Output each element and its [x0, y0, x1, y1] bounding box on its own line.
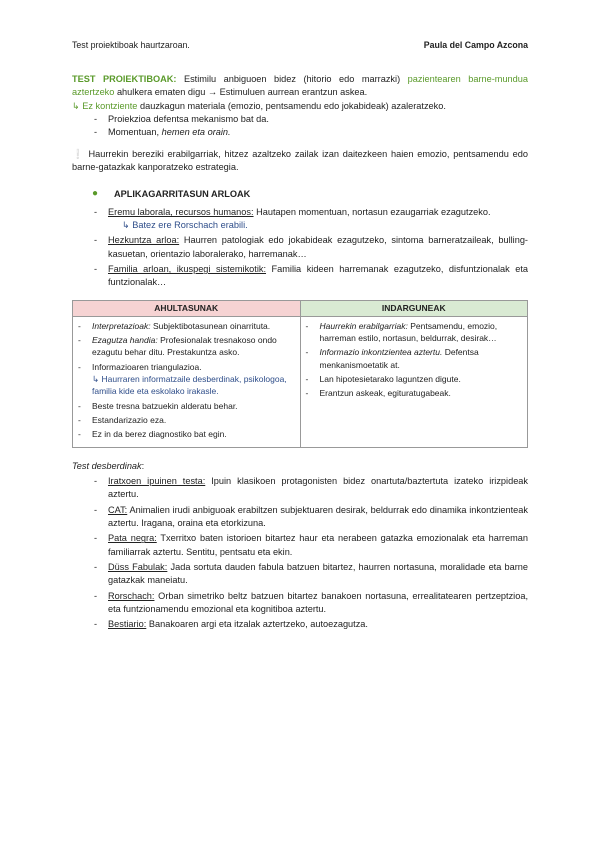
test-text: Jada sortuta dauden fabula batzuen bitartez, haurren nortasuna, moralidade eta barne gatazkak maneiatu.: [108, 562, 528, 586]
table-list-item: [78, 334, 295, 359]
list-item: [94, 475, 528, 502]
tests-colon: :: [141, 460, 145, 471]
corner-arrow-icon: ↳: [72, 100, 83, 111]
cell-text: Lan hipotesietarako laguntzen digute.: [319, 374, 461, 385]
cell-text: Pentsamendu, emozio, harreman estilo, nortasun, beldurrak, desirak…: [319, 320, 498, 344]
dash-marker: -: [78, 361, 81, 372]
intro-text2: ahulkera ematen digu → Estimuluen aurrean erantzun askea.: [114, 87, 368, 98]
table-list-item: [306, 346, 523, 371]
tests-list: [72, 475, 528, 632]
cell-text: Defentsa menkanismoetatik at.: [319, 347, 479, 370]
pros-cons-table: [72, 300, 528, 448]
header-title: Test proiektiboak haurtzaroan.: [72, 40, 190, 50]
test-text: Orban simetriko beltz batzuen bitartez banakoen nortasuna, errealitatearen pertzeptzioa, eta funtzionamendu emozional eta kognitiboa aztertu.: [108, 590, 528, 615]
cell-italic: Haurrekin erabilgarriak:: [319, 320, 408, 331]
intro-text3: dauzkagun materiala (emozio, pentsamendu edo jokabideak) azaleratzeko.: [137, 100, 446, 111]
test-text: Banakoaren argi eta itzalak aztertzeko, autoezagutza.: [146, 619, 368, 630]
list-item: [94, 206, 528, 233]
dash-marker: -: [94, 590, 98, 601]
tests-title: Test desberdinak: [72, 460, 142, 471]
applic-title: APLIKAGARRITASUN ARLOAK: [114, 189, 251, 200]
applic-text: Haurren patologiak edo jokabideak ezagutzeko, sintoma barneratzaileak, bulling-kasuetan, orientazio laboralerako, harremanak…: [108, 235, 528, 259]
cell-text: Erantzun askeak, egituratugabeak.: [319, 388, 451, 399]
test-label: Düss Fabulak:: [108, 562, 168, 573]
cell-text: Ez in da berez diagnostiko bat egin.: [92, 429, 227, 440]
intro-list: [72, 113, 528, 140]
dash-marker: -: [305, 347, 309, 358]
list-item: [94, 263, 528, 290]
list-item: [94, 126, 528, 139]
table-list-item: [78, 320, 295, 332]
dash-marker: -: [94, 114, 98, 125]
tests-heading: [72, 460, 528, 473]
applic-note: ↳ Batez ere Rorschach erabili.: [122, 220, 248, 231]
cell-note: ↳ Haurraren informatzaile desberdinak, psikologoa, familia kide eta eskolako irakasle.: [92, 374, 287, 397]
test-text: Animalien irudi anbiguoak erabiltzen subjektuaren desirak, beldurrak edo dinamika inkontzienteak aztertu. Iragana, oraina eta etorkizuna.: [108, 504, 528, 528]
table-header-weaknesses: AHULTASUNAK: [73, 300, 301, 316]
dash-marker: -: [305, 374, 309, 385]
dash-marker: -: [78, 429, 81, 440]
dash-marker: -: [78, 415, 81, 425]
dash-marker: -: [305, 388, 309, 399]
intro-item-italic: hemen eta orain.: [161, 127, 231, 138]
applic-text: Hautapen momentuan, nortasun ezaugarriak ezagutzeko.: [253, 206, 491, 217]
intro-title: TEST PROIEKTIBOAK:: [72, 74, 177, 84]
cell-text: Profesionalak tresnakoso ondo ezagutu behar ditu. Prestakuntza asko.: [92, 335, 277, 358]
intro-green1: pazientearen barne-mundua aztertzeko: [72, 74, 528, 98]
list-item: [94, 618, 528, 631]
dash-marker: -: [305, 320, 309, 331]
table-list-item: [78, 428, 295, 440]
test-label: CAT:: [108, 504, 128, 515]
test-text: Txerritxo baten istorioen bitartez haur eta nerabeen gatazka emozionalak eta harreman familiarrak aztertu. Sentitu, pentsatu eta ekin.: [108, 533, 528, 557]
cell-text: Estandarizazio eza.: [92, 415, 167, 425]
dash-marker: -: [94, 504, 98, 515]
page-header: [72, 39, 528, 53]
intro-note: [72, 100, 528, 113]
dash-marker: -: [94, 475, 98, 486]
intro-text1: Estimilu anbiguoen bidez (hitorio edo marrazki): [176, 74, 408, 84]
header-author: Paula del Campo Azcona: [423, 40, 528, 50]
table-header-strengths: INDARGUNEAK: [300, 300, 528, 316]
table-list-item: [78, 414, 295, 426]
strengths-cell: [300, 316, 528, 447]
dash-marker: -: [94, 562, 98, 573]
test-label: Pata negra:: [108, 533, 157, 544]
applic-list: [72, 206, 528, 290]
dash-marker: -: [94, 127, 98, 138]
dash-marker: -: [94, 619, 98, 630]
table-list-item: [306, 387, 523, 399]
list-item: [94, 561, 528, 588]
test-label: Bestiario:: [108, 619, 147, 630]
intro-green2: Ez kontziente: [82, 100, 138, 111]
list-item: [94, 532, 528, 559]
cell-italic: Interpretazioak:: [92, 320, 151, 331]
list-item: [94, 113, 528, 126]
weaknesses-cell: [73, 316, 301, 447]
cell-italic: Informazio inkontzientea aztertu.: [319, 347, 443, 358]
applic-label: Familia arloan, ikuspegi sistemikotik:: [108, 264, 267, 275]
dash-marker: -: [78, 335, 81, 346]
cell-italic: Ezagutza handia:: [92, 335, 158, 346]
applic-heading: [72, 188, 528, 201]
table-list-item: [78, 400, 295, 412]
test-label: Rorschach:: [108, 590, 155, 601]
intro-paragraph: [72, 73, 528, 100]
cell-text: Beste tresna batzuekin alderatu behar.: [92, 400, 238, 411]
dash-marker: -: [94, 206, 98, 217]
table-list-item: [306, 320, 523, 345]
table-list-item: [306, 373, 523, 385]
dash-marker: -: [94, 533, 98, 544]
test-label: Iratxoen ipuinen testa:: [108, 475, 206, 486]
document-body: [72, 73, 528, 632]
cell-text: Informazioaren triangulazioa.: [92, 361, 202, 372]
test-text: Ipuin klasikoen protagonisten bidez onartuta/baztertuta izateko irizpideak aztertu.: [108, 475, 529, 500]
table-list-item: [78, 361, 295, 398]
dash-marker: -: [78, 400, 81, 411]
cell-text: Subjektibotasunean oinarrituta.: [150, 320, 271, 331]
intro-item-text: Momentuan,: [108, 127, 162, 138]
exclamation-icon: ❕: [72, 148, 85, 159]
applic-label: Eremu laborala, recursos humanos:: [108, 206, 254, 217]
list-item: [94, 234, 528, 261]
bullet-dot-icon: ●: [92, 188, 99, 200]
list-item: [94, 590, 528, 617]
applic-text: Familia kideen harremanak ezagutzeko, disfuntzionalak eta funtzionalak…: [108, 264, 528, 288]
dash-marker: -: [94, 264, 98, 275]
intro-item-text: Proiekzioa defentsa mekanismo bat da.: [108, 114, 269, 125]
list-item: [94, 504, 528, 531]
applic-label: Hezkuntza arloa:: [108, 235, 180, 246]
dash-marker: -: [78, 320, 81, 331]
warning-text: Haurrekin bereziki erabilgarriak, hitzez azaltzeko zailak izan daitezkeen haien emozio, pentsamendu edo barne-gatazkak kanporatzeko estrategia.: [72, 148, 528, 173]
warning-paragraph: [72, 148, 528, 175]
dash-marker: -: [94, 235, 98, 246]
